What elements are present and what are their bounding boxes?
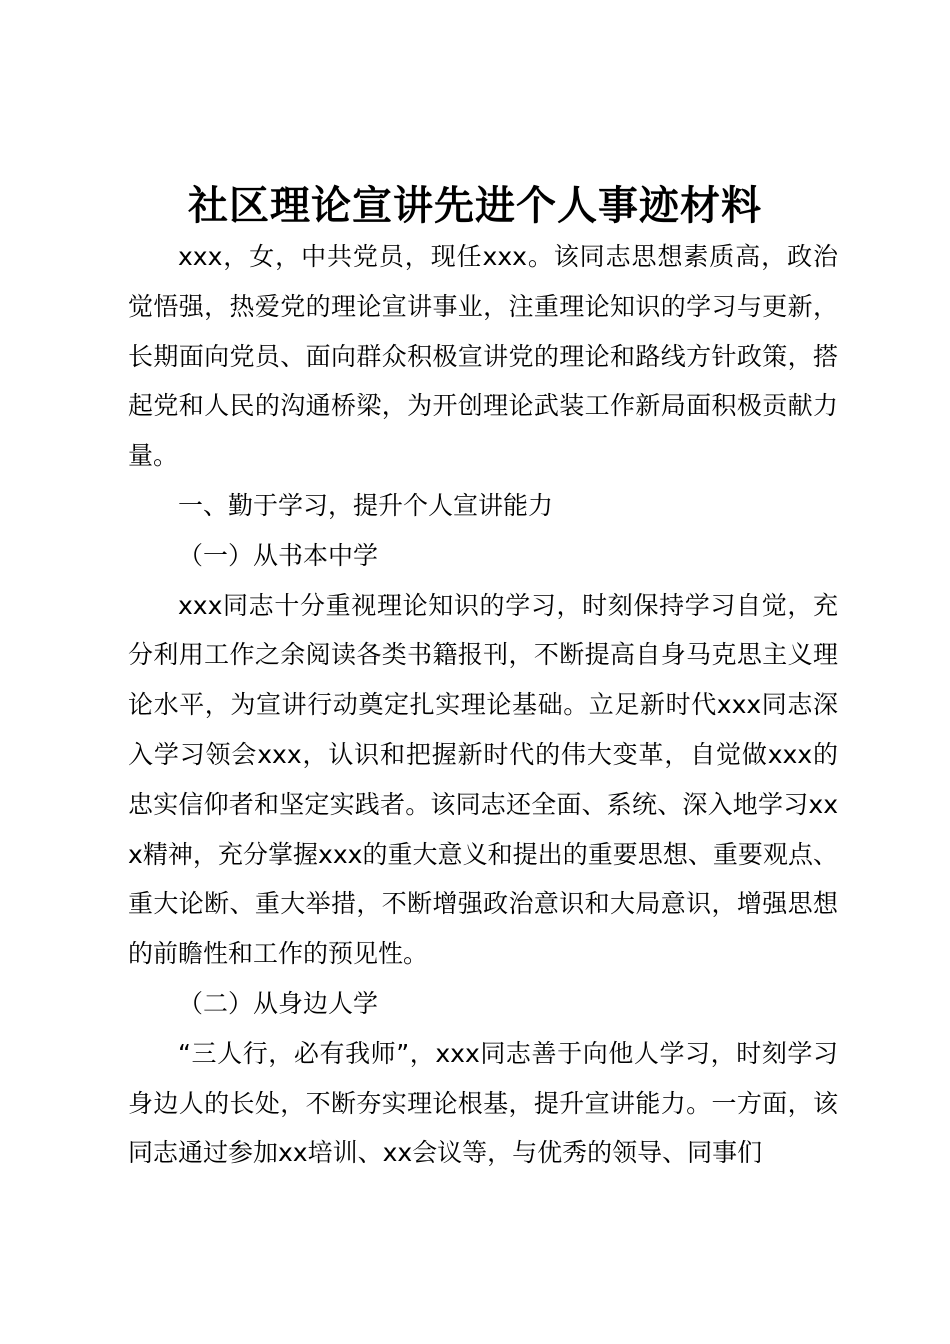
paragraph-intro: xxx，女，中共党员，现任xxx。该同志思想素质高，政治觉悟强，热爱党的理论宣讲事业，注重理论知识的学习与更新，长期面向党员、面向群众积极宣讲党的理论和路线方针政策，搭起党和人民的沟通桥梁，为开创理论武装工作新局面积极贡献力量。	[128, 242, 838, 471]
document-body	[128, 232, 838, 1178]
subsection-heading-1: （一）从书本中学	[178, 540, 379, 570]
section-heading-1: 一、勤于学习，提升个人宣讲能力	[178, 490, 554, 520]
subsection-heading-2: （二）从身边人学	[178, 988, 379, 1018]
paragraph-learn-from-books: xxx同志十分重视理论知识的学习，时刻保持学习自觉，充分利用工作之余阅读各类书籍报刊，不断提高自身马克思主义理论水平，为宣讲行动奠定扎实理论基础。立足新时代xxx同志深入学习领会xxx，认识和把握新时代的伟大变革，自觉做xxx的忠实信仰者和坚定实践者。该同志还全面、系统、深入地学习xxx精神，充分掌握xxx的重大意义和提出的重要思想、重要观点、重大论断、重大举措，不断增强政治意识和大局意识，增强思想的前瞻性和工作的预见性。	[128, 590, 838, 969]
document-title: 社区理论宣讲先进个人事迹材料	[188, 182, 762, 229]
paragraph-learn-from-others: “三人行，必有我师”，xxx同志善于向他人学习，时刻学习身边人的长处，不断夯实理论根基，提升宣讲能力。一方面，该同志通过参加xx培训、xx会议等，与优秀的领导、同事们	[128, 1038, 838, 1168]
